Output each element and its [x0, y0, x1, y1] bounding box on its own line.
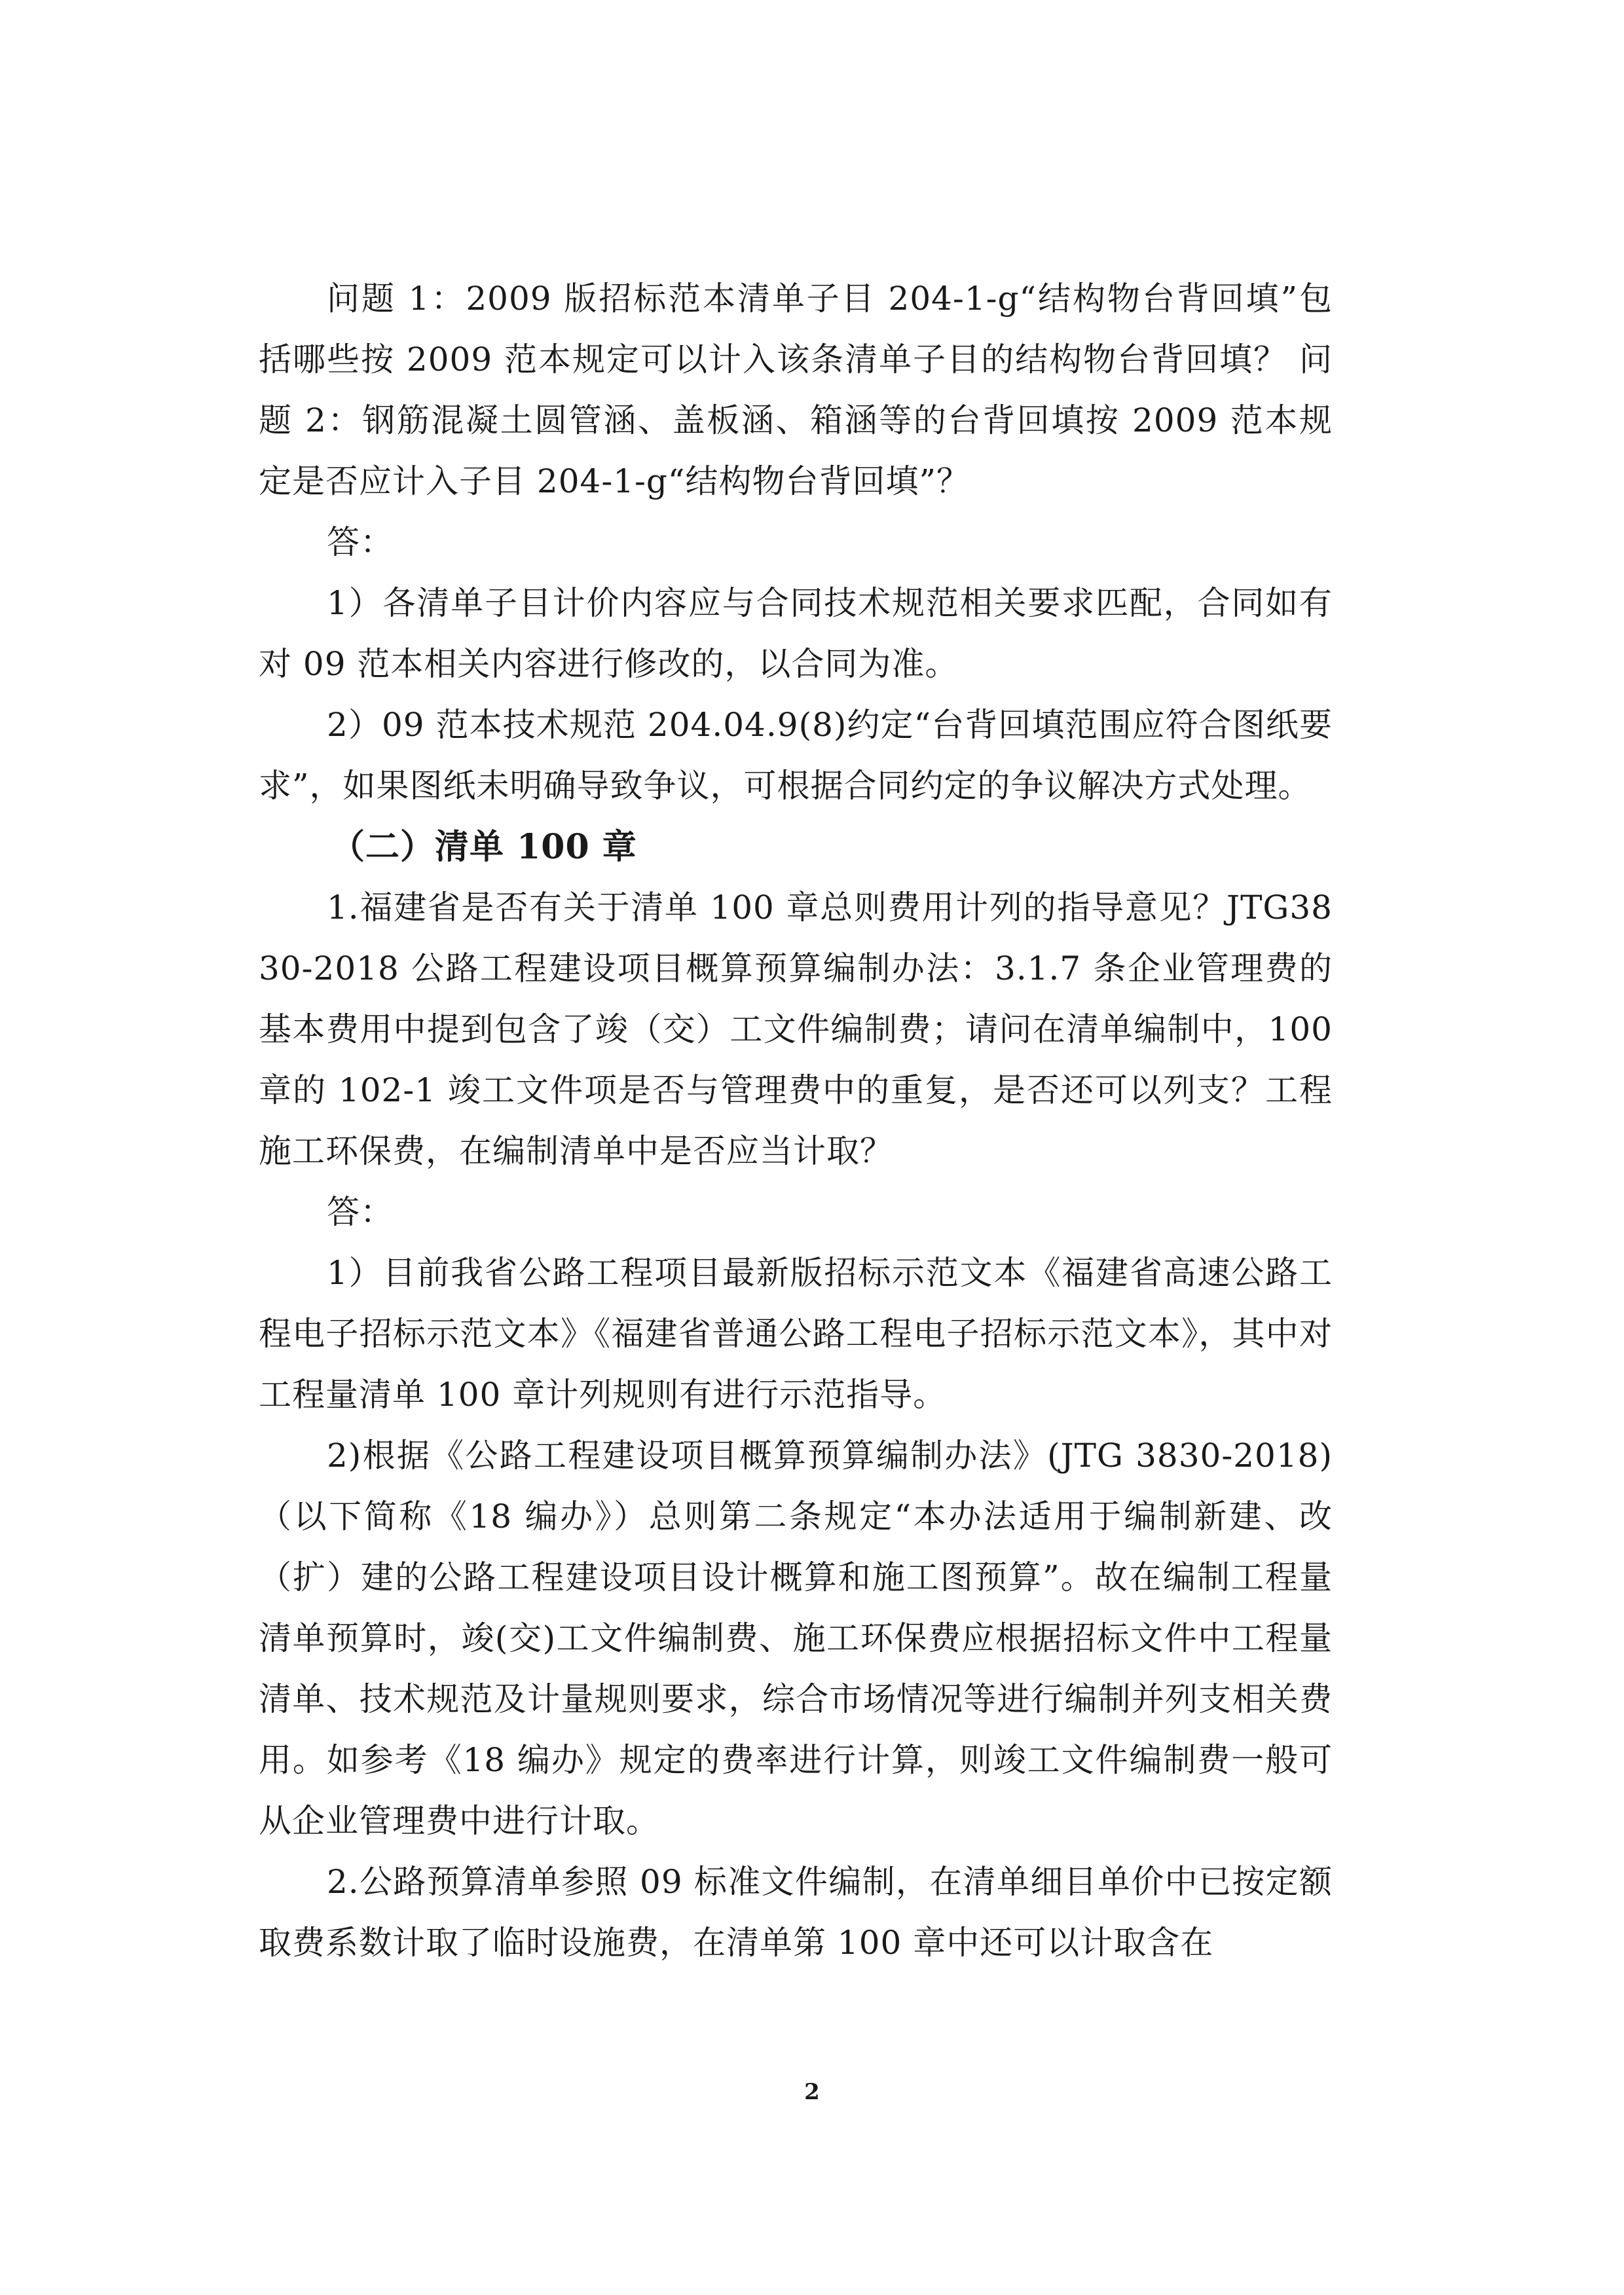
- answer-item-2: 2）09 范本技术规范 204.04.9(8)约定“台背回填范围应符合图纸要求”，如果图纸未明确导致争议，可根据合同约定的争议解决方式处理。: [259, 706, 1333, 805]
- question-paragraph-3: 2.公路预算清单参照 09 标准文件编制，在清单细目单价中已按定额取费系数计取了临时设施费，在清单第 100 章中还可以计取含在: [259, 1863, 1333, 1962]
- answer-label: 答：: [327, 523, 394, 561]
- answer-label-2: 答：: [327, 1193, 394, 1231]
- question-paragraph: 问题 1：2009 版招标范本清单子目 204-1-g“结构物台背回填”包括哪些按 2009 范本规定可以计入该条清单子目的结构物台背回填？ 问题 2：钢筋混凝土圆管涵、盖板涵、箱涵等的台背回填按 2009 范本规定是否应计入子目 204-1-g“结构物台背回填”？: [259, 280, 1333, 500]
- section-heading: （二）清单 100 章: [331, 827, 637, 867]
- page-number: 2: [804, 2079, 820, 2105]
- answer-item-3: 1）目前我省公路工程项目最新版招标示范文本《福建省高速公路工程电子招标示范文本》《福建省普通公路工程电子招标示范文本》，其中对工程量清单 100 章计列规则有进行示范指导。: [259, 1254, 1333, 1414]
- answer-item-4: 2)根据《公路工程建设项目概算预算编制办法》(JTG 3830-2018)（以下简称《18 编办》）总则第二条规定“本办法适用于编制新建、改（扩）建的公路工程建设项目设计概算和施工图预算”。故在编制工程量清单预算时，竣(交)工文件编制费、施工环保费应根据招标文件中工程量清单、技术规范及计量规则要求，综合市场情况等进行编制并列支相关费用。如参考《18 编办》规定的费率进行计算，则竣工文件编制费一般可从企业管理费中进行计取。: [259, 1437, 1333, 1840]
- document-body: [259, 268, 1333, 1974]
- answer-item-1: 1）各清单子目计价内容应与合同技术规范相关要求匹配，合同如有对 09 范本相关内容进行修改的，以合同为准。: [259, 584, 1333, 683]
- question-paragraph-2: 1.福建省是否有关于清单 100 章总则费用计列的指导意见？JTG3830-2018 公路工程建设项目概算预算编制办法：3.1.7 条企业管理费的基本费用中提到包含了竣（交）工文件编制费；请问在清单编制中，100 章的 102-1 竣工文件项是否与管理费中的重复，是否还可以列支？工程施工环保费，在编制清单中是否应当计取？: [259, 889, 1333, 1170]
